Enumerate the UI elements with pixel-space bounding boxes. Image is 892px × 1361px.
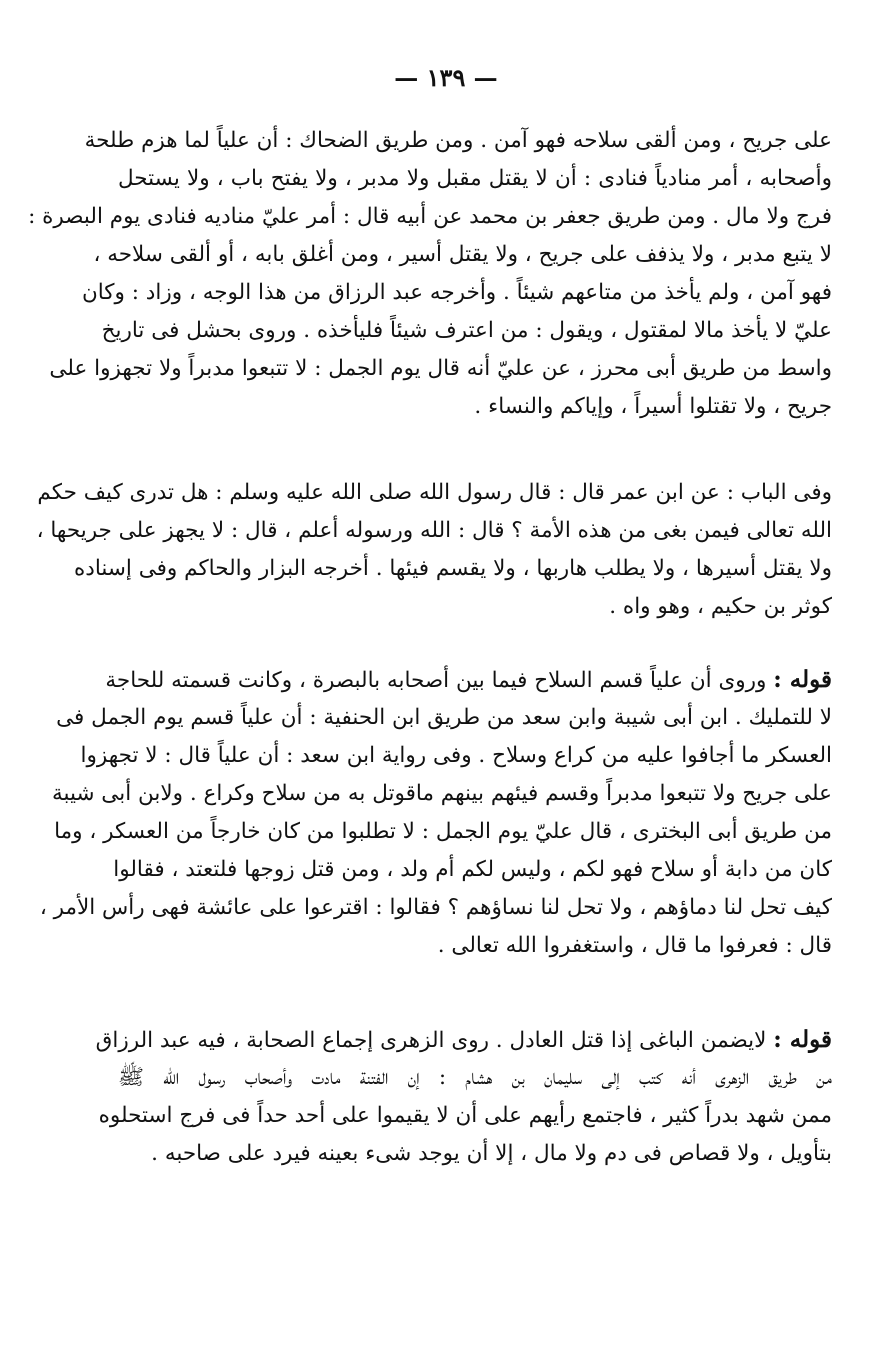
text-line: من طريق الزهرى أنه كتب إلى سليمان بن هشام : إن الفتنة مادت وأصحاب رسول الله ﷺ (118, 1065, 832, 1090)
text-line: على جريح ، ومن ألقى سلاحه فهو آمن . ومن طريق الضحاك : أن علياً لما هزم طلحة (84, 128, 832, 153)
page-number: — ١٣٩ — (394, 63, 498, 92)
text-line: قال : فعرفوا ما قال ، واستغفروا الله تعالى . (437, 933, 832, 958)
text-line: كان من دابة أو سلاح فهو لكم ، وليس لكم أم ولد ، ومن قتل زوجها فلتعتد ، فقالوا (113, 857, 832, 882)
paragraph-2 (36, 474, 832, 626)
text-line: وأصحابه ، أمر منادياً فنادى : أن لا يقتل مقبل ولا مدبر ، ولا يفتح باب ، ولا يستحل (118, 166, 832, 191)
text-line: على جريح ولا تتبعوا مدبراً وقسم فيئهم بينهم ماقوتل به من سلاح وكراع . ولابن أبى شيبة (51, 781, 832, 806)
text-line (105, 661, 832, 699)
text-line: جريح ، ولا تقتلوا أسيراً ، وإياكم والنساء . (474, 394, 832, 419)
paragraph-3 (39, 661, 832, 965)
text-line: ولا يقتل أسيرها ، ولا يطلب هاربها ، ولا يقسم فيئها . أخرجه البزار والحاكم وفى إسناده (74, 556, 832, 581)
text-line: لا يتبع مدبر ، ولا يذفف على جريح ، ولا يقتل أسير ، ومن أغلق بابه ، أو ألقى سلاحه ، (93, 242, 832, 267)
text-line: كوثر بن حكيم ، وهو واه . (609, 594, 832, 619)
text-line: كيف تحل لنا دماؤهم ، ولا تحل لنا نساؤهم ؟ فقالوا : اقترعوا على عائشة فهى رأس الأمر ، (39, 895, 832, 920)
text-line: واسط من طريق أبى محرز ، عن عليّ أنه قال يوم الجمل : لا تتبعوا مدبراً ولا تجهزوا على (49, 356, 832, 381)
paragraph-keyword: قوله : (773, 666, 832, 693)
paragraph-1 (28, 122, 832, 426)
text-line (95, 1021, 832, 1059)
text-line: الله تعالى فيمن بغى من هذه الأمة ؟ قال : الله ورسوله أعلم ، قال : لا يجهز على جريحها ، (36, 518, 832, 543)
paragraph-4 (95, 1021, 832, 1173)
paragraph-keyword: قوله : (773, 1026, 832, 1053)
line-text: لايضمن الباغى إذا قتل العادل . روى الزهرى إجماع الصحابة ، فيه عبد الرزاق (95, 1028, 767, 1053)
text-line: فهو آمن ، ولم يأخذ من متاعهم شيئاً . وأخرجه عبد الرزاق من هذا الوجه ، وزاد : وكان (81, 280, 832, 305)
text-line: عليّ لا يأخذ مالا لمقتول ، ويقول : من اعترف شيئاً فليأخذه . وروى بحشل فى تاريخ (101, 318, 832, 343)
text-line: بتأويل ، ولا قصاص فى دم ولا مال ، إلا أن يوجد شىء بعينه فيرد على صاحبه . (151, 1141, 832, 1166)
line-text: وروى أن علياً قسم السلاح فيما بين أصحابه بالبصرة ، وكانت قسمته للحاجة (105, 668, 767, 693)
text-line: العسكر ما أجافوا عليه من كراع وسلاح . وفى رواية ابن سعد : أن علياً قال : لا تجهزوا (80, 743, 832, 768)
text-line: ممن شهد بدراً كثير ، فاجتمع رأيهم على أن لا يقيموا على أحد حداً فى فرج استحلوه (98, 1103, 832, 1128)
text-line: وفى الباب : عن ابن عمر قال : قال رسول الله صلى الله عليه وسلم : هل تدرى كيف حكم (37, 480, 832, 505)
text-line: لا للتمليك . ابن أبى شيبة وابن سعد من طريق ابن الحنفية : أن علياً قسم يوم الجمل فى (56, 705, 832, 730)
text-line: من طريق أبى البخترى ، قال عليّ يوم الجمل : لا تطلبوا من كان خارجاً من العسكر ، وما (54, 819, 832, 844)
text-line: فرج ولا مال . ومن طريق جعفر بن محمد عن أبيه قال : أمر عليّ مناديه فنادى يوم البصرة : (28, 204, 832, 229)
